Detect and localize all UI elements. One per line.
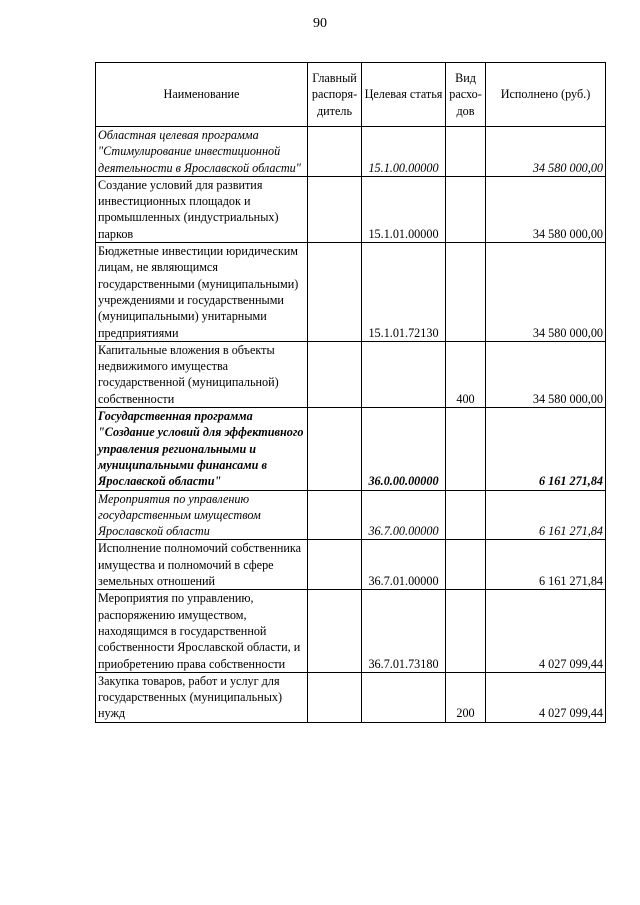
- row-name: Закупка товаров, работ и услуг для государственных (муниципальных) нужд: [96, 672, 308, 722]
- row-name: Создание условий для развития инвестиционных площадок и промышленных (индустриальных) парков: [96, 176, 308, 242]
- row-kind: 200: [446, 672, 486, 722]
- row-amount: 6 161 271,84: [486, 540, 606, 590]
- row-manager: [308, 243, 362, 342]
- row-amount: 4 027 099,44: [486, 590, 606, 672]
- row-target: 36.7.01.00000: [362, 540, 446, 590]
- row-name: Мероприятия по управлению, распоряжению имуществом, находящимся в государственной собственности Ярославской области, и приобретению права собственности: [96, 590, 308, 672]
- row-kind: [446, 243, 486, 342]
- table-header-row: [96, 63, 606, 127]
- row-manager: [308, 672, 362, 722]
- row-kind: [446, 127, 486, 177]
- row-manager: [308, 540, 362, 590]
- header-amount: Исполнено (руб.): [486, 63, 606, 127]
- row-target: [362, 341, 446, 407]
- row-manager: [308, 176, 362, 242]
- row-kind: [446, 590, 486, 672]
- table-row: [96, 590, 606, 672]
- header-manager: [308, 63, 362, 127]
- table-row: [96, 243, 606, 342]
- row-target: 36.7.00.00000: [362, 490, 446, 540]
- row-manager: [308, 341, 362, 407]
- header-manager-label: Главный распоря-дитель: [311, 71, 358, 118]
- row-name: Исполнение полномочий собственника имущества и полномочий в сфере земельных отношений: [96, 540, 308, 590]
- row-manager: [308, 490, 362, 540]
- budget-table: [95, 62, 606, 723]
- row-amount: 4 027 099,44: [486, 672, 606, 722]
- row-target: 15.1.01.72130: [362, 243, 446, 342]
- table-row: [96, 176, 606, 242]
- row-target: 36.0.00.00000: [362, 408, 446, 490]
- table-row: [96, 540, 606, 590]
- row-amount: 34 580 000,00: [486, 176, 606, 242]
- header-name: Наименование: [96, 63, 308, 127]
- row-amount: 6 161 271,84: [486, 408, 606, 490]
- row-target: 15.1.01.00000: [362, 176, 446, 242]
- row-name: Областная целевая программа "Стимулирование инвестиционной деятельности в Ярославской области": [96, 127, 308, 177]
- row-target: 36.7.01.73180: [362, 590, 446, 672]
- table-row: [96, 341, 606, 407]
- row-name: Бюджетные инвестиции юридическим лицам, не являющимся государственными (муниципальными) учреждениями и государственными (муниципальными) унитарными предприятиями: [96, 243, 308, 342]
- row-target: 15.1.00.00000: [362, 127, 446, 177]
- row-kind: [446, 540, 486, 590]
- row-amount: 34 580 000,00: [486, 127, 606, 177]
- page-number: 90: [313, 16, 327, 31]
- table-row: [96, 408, 606, 490]
- header-kind: Вид расхо-дов: [446, 63, 486, 127]
- row-manager: [308, 590, 362, 672]
- row-kind: [446, 408, 486, 490]
- row-target: [362, 672, 446, 722]
- row-name: Государственная программа "Создание условий для эффективного управления региональными и муниципальными финансами в Ярославской области": [96, 408, 308, 490]
- row-kind: 400: [446, 341, 486, 407]
- row-manager: [308, 408, 362, 490]
- table-row: [96, 127, 606, 177]
- row-amount: 34 580 000,00: [486, 243, 606, 342]
- row-name: Капитальные вложения в объекты недвижимого имущества государственной (муниципальной) собственности: [96, 341, 308, 407]
- row-kind: [446, 176, 486, 242]
- row-manager: [308, 127, 362, 177]
- table-row: [96, 490, 606, 540]
- row-amount: 34 580 000,00: [486, 341, 606, 407]
- row-kind: [446, 490, 486, 540]
- row-amount: 6 161 271,84: [486, 490, 606, 540]
- table-row: [96, 672, 606, 722]
- header-target: Целевая статья: [362, 63, 446, 127]
- row-name: Мероприятия по управлению государственным имуществом Ярославской области: [96, 490, 308, 540]
